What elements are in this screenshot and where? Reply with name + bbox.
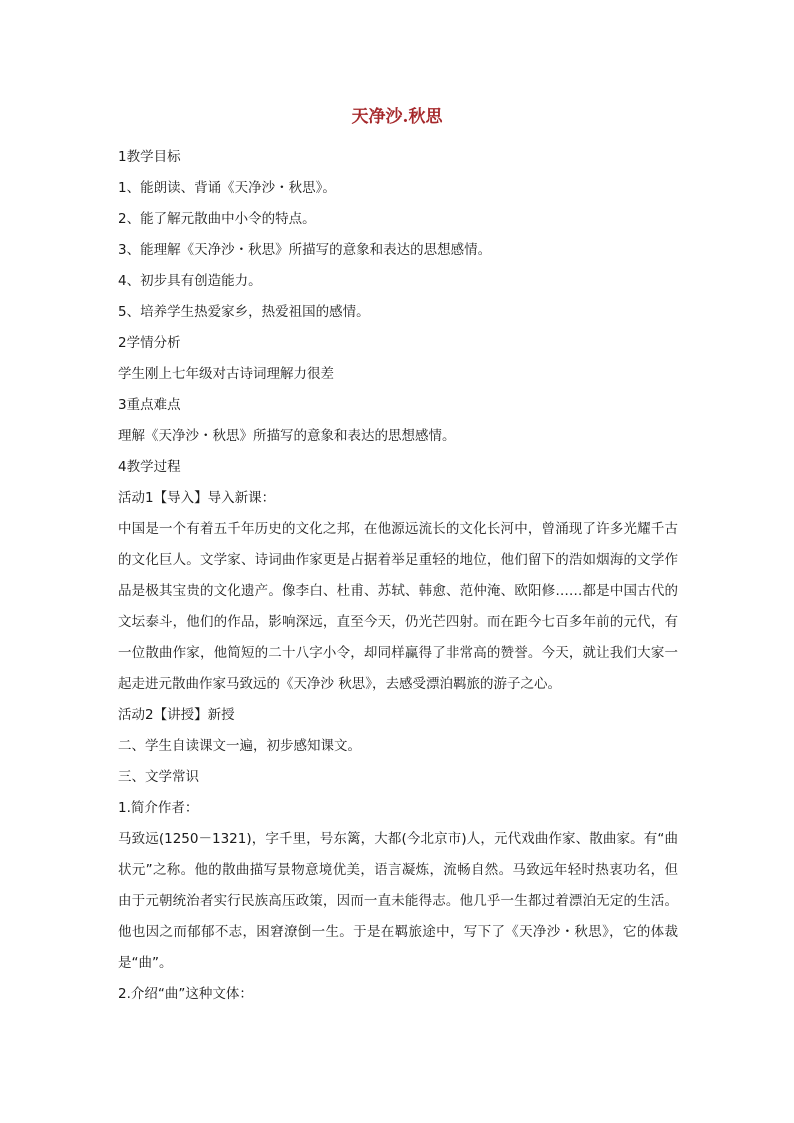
section-heading-key-points: 3重点难点 [118,397,181,413]
activity-1-heading: 活动1【导入】导入新课： [118,490,276,506]
author-paragraph: 马致远(1250－1321)，字千里，号东篱，大都(今北京市)人，元代戏曲作家、散曲家。有“曲状元”之称。他的散曲描写景物意境优美，语言凝炼，流畅自然。马致远年轻时热衷功名，但由于元朝统治者实行民族高压政策，因而一直未能得志。他几乎一生都过着漂泊无定的生活。他也因之而郁郁不志，困窘潦倒一生。于是在羁旅途中，写下了《天净沙・秋思》，它的体裁是“曲”。 [118,831,678,971]
section-heading-objectives: 1教学目标 [118,149,181,165]
section-heading-analysis: 2学情分析 [118,335,181,351]
objective-item-5: 5、培养学生热爱家乡，热爱祖国的感情。 [118,304,370,320]
intro-paragraph: 中国是一个有着五千年历史的文化之邦，在他源远流长的文化长河中，曾涌现了许多光耀千古的文化巨人。文学家、诗词曲作家更是占据着举足重轻的地位，他们留下的浩如烟海的文学作品是极其宝贵的文化遗产。像李白、杜甫、苏轼、韩愈、范仲淹、欧阳修……都是中国古代的文坛泰斗，他们的作品，影响深远，直至今天，仍光芒四射。而在距今七百多年前的元代，有一位散曲作家，他简短的二十八字小令，却同样赢得了非常高的赞誉。今天，就让我们大家一起走进元散曲作家马致远的《天净沙 秋思》，去感受漂泊羁旅的游子之心。 [118,521,678,692]
document-body [118,142,678,1010]
objective-item-1: 1、能朗读、背诵《天净沙・秋思》。 [118,180,336,196]
objective-item-3: 3、能理解《天净沙・秋思》所描写的意象和表达的思想感情。 [118,242,492,258]
step-three-heading: 三、文学常识 [118,769,199,785]
document-title: 天净沙.秋思 [351,107,443,127]
objective-item-2: 2、能了解元散曲中小令的特点。 [118,211,316,227]
author-intro-heading: 1.简介作者： [118,800,199,816]
activity-2-heading: 活动2【讲授】新授 [118,707,235,723]
genre-intro-heading: 2.介绍“曲”这种文体： [118,986,253,1002]
section-heading-process: 4教学过程 [118,459,181,475]
step-two-text: 二、学生自读课文一遍，初步感知课文。 [118,738,361,754]
objective-item-4: 4、初步具有创造能力。 [118,273,262,289]
key-points-text: 理解《天净沙・秋思》所描写的意象和表达的思想感情。 [118,428,456,444]
analysis-text: 学生刚上七年级对古诗词理解力很差 [118,366,334,382]
